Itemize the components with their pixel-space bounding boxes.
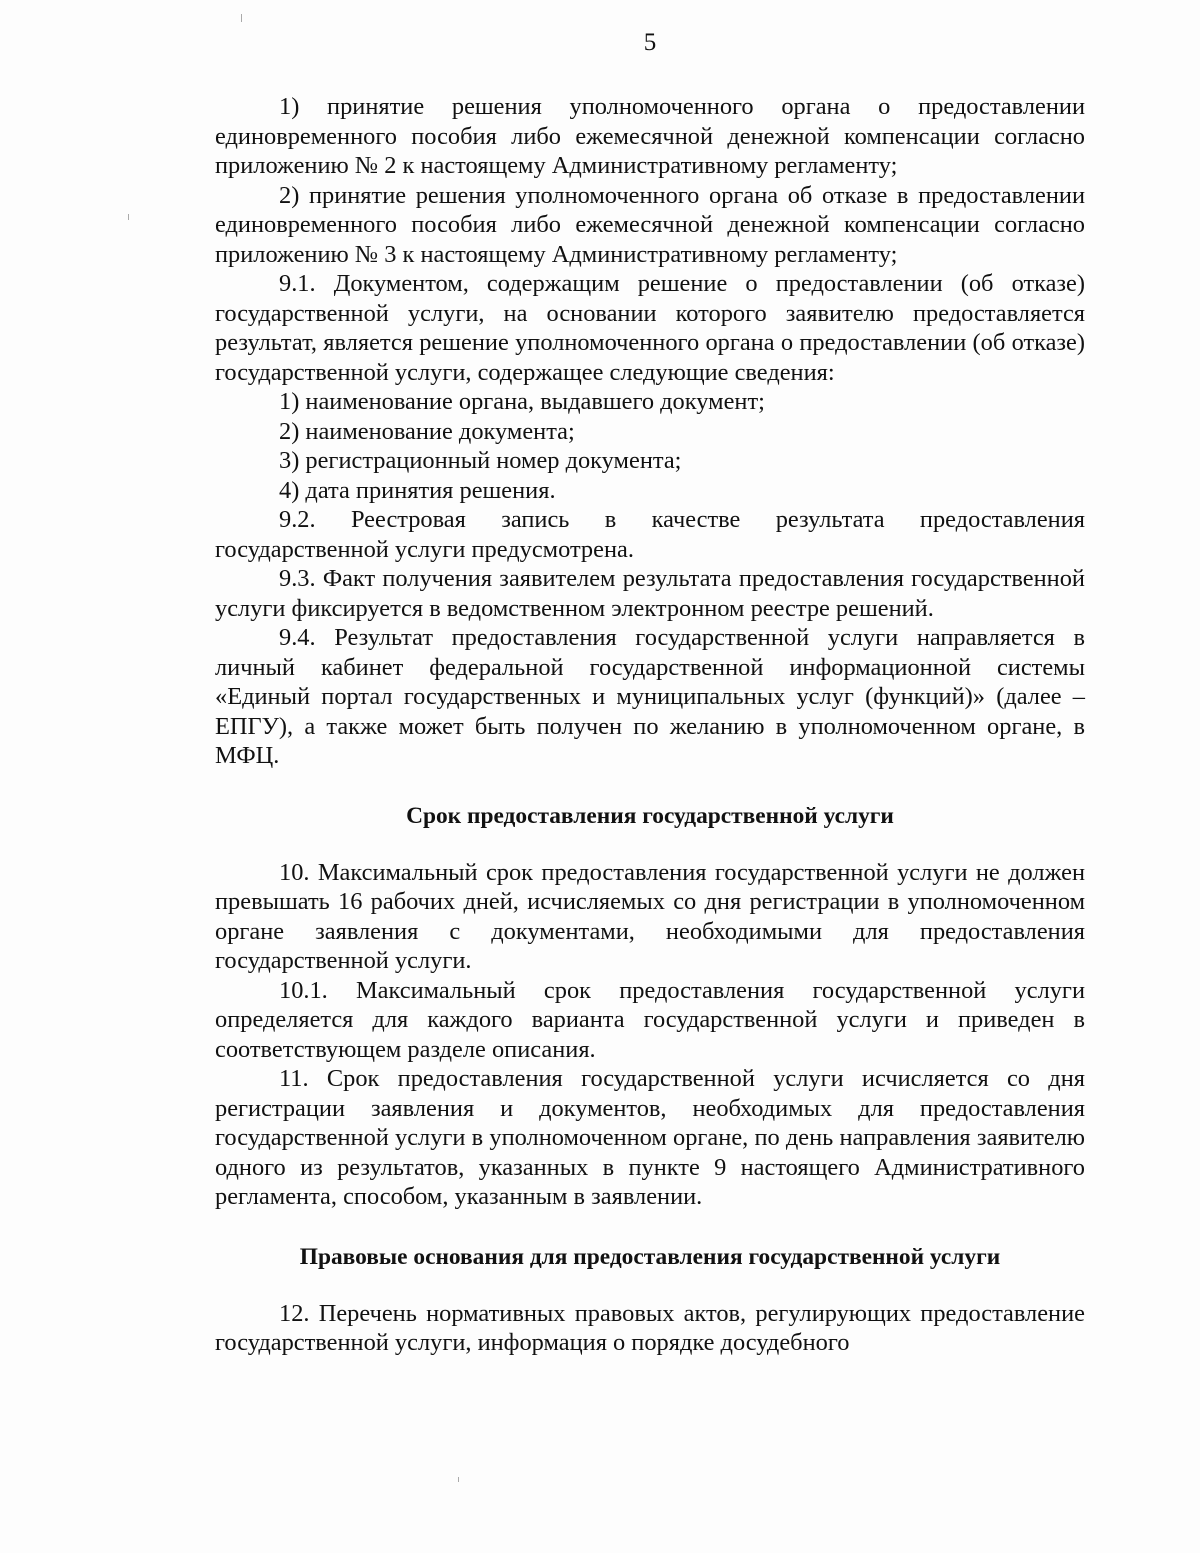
paragraph-item-2: 2) принятие решения уполномоченного органа об отказе в предоставлении единовременного пособия либо ежемесячной денежной компенсации согласно приложению № 3 к настоящему Административному регламенту;	[215, 181, 1085, 268]
section-heading-legal-basis: Правовые основания для предоставления государственной услуги	[299, 1243, 1001, 1270]
paragraph-10: 10. Максимальный срок предоставления государственной услуги не должен превышать 16 рабочих дней, исчисляемых со дня регистрации в уполномоченном органе заявления с документами, необходимыми для предоставления государственной услуги.	[215, 858, 1085, 974]
list-item-4: 4) дата принятия решения.	[279, 476, 556, 504]
list-item-1: 1) наименование органа, выдавшего документ;	[279, 388, 765, 415]
paragraph-11: 11. Срок предоставления государственной услуги исчисляется со дня регистрации заявления и документов, необходимых для предоставления государственной услуги в уполномоченном органе, по день направления заявителю одного из результатов, указанных в пункте 9 настоящего Административного регламента, способом, указанным в заявлении.	[215, 1065, 1085, 1210]
paragraph-9-4: 9.4. Результат предоставления государственной услуги направляется в личный кабинет федеральной государственной информационной системы «Единый портал государственных и муниципальных услуг (функций)» (далее – ЕПГУ), а также может быть получен по желанию в уполномоченном органе, в МФЦ.	[215, 624, 1085, 769]
document-body	[215, 92, 1085, 1358]
page-number: 5	[643, 29, 657, 56]
list-item-2: 2) наименование документа;	[279, 417, 575, 445]
paragraph-9-2: 9.2. Реестровая запись в качестве результата предоставления государственной услуги предусмотрена.	[215, 506, 1085, 563]
section-heading-term: Срок предоставления государственной услуги	[406, 802, 894, 829]
scan-speck	[128, 214, 129, 220]
list-item-3: 3) регистрационный номер документа;	[279, 447, 682, 474]
paragraph-9-3: 9.3. Факт получения заявителем результата предоставления государственной услуги фиксируется в ведомственном электронном реестре решений.	[215, 565, 1085, 622]
scan-speck	[458, 1477, 459, 1482]
paragraph-9-1: 9.1. Документом, содержащим решение о предоставлении (об отказе) государственной услуги, на основании которого заявителю предоставляется результат, является решение уполномоченного органа о предоставлении (об отказе) государственной услуги, содержащее следующие сведения:	[215, 270, 1085, 386]
scan-speck	[241, 14, 242, 22]
paragraph-12: 12. Перечень нормативных правовых актов, регулирующих предоставление государственной услуги, информация о порядке досудебного	[215, 1299, 1085, 1356]
paragraph-item-1: 1) принятие решения уполномоченного органа о предоставлении единовременного пособия либо ежемесячной денежной компенсации согласно приложению № 2 к настоящему Административному регламенту;	[215, 93, 1085, 179]
paragraph-10-1: 10.1. Максимальный срок предоставления государственной услуги определяется для каждого варианта государственной услуги и приведен в соответствующем разделе описания.	[215, 976, 1085, 1063]
